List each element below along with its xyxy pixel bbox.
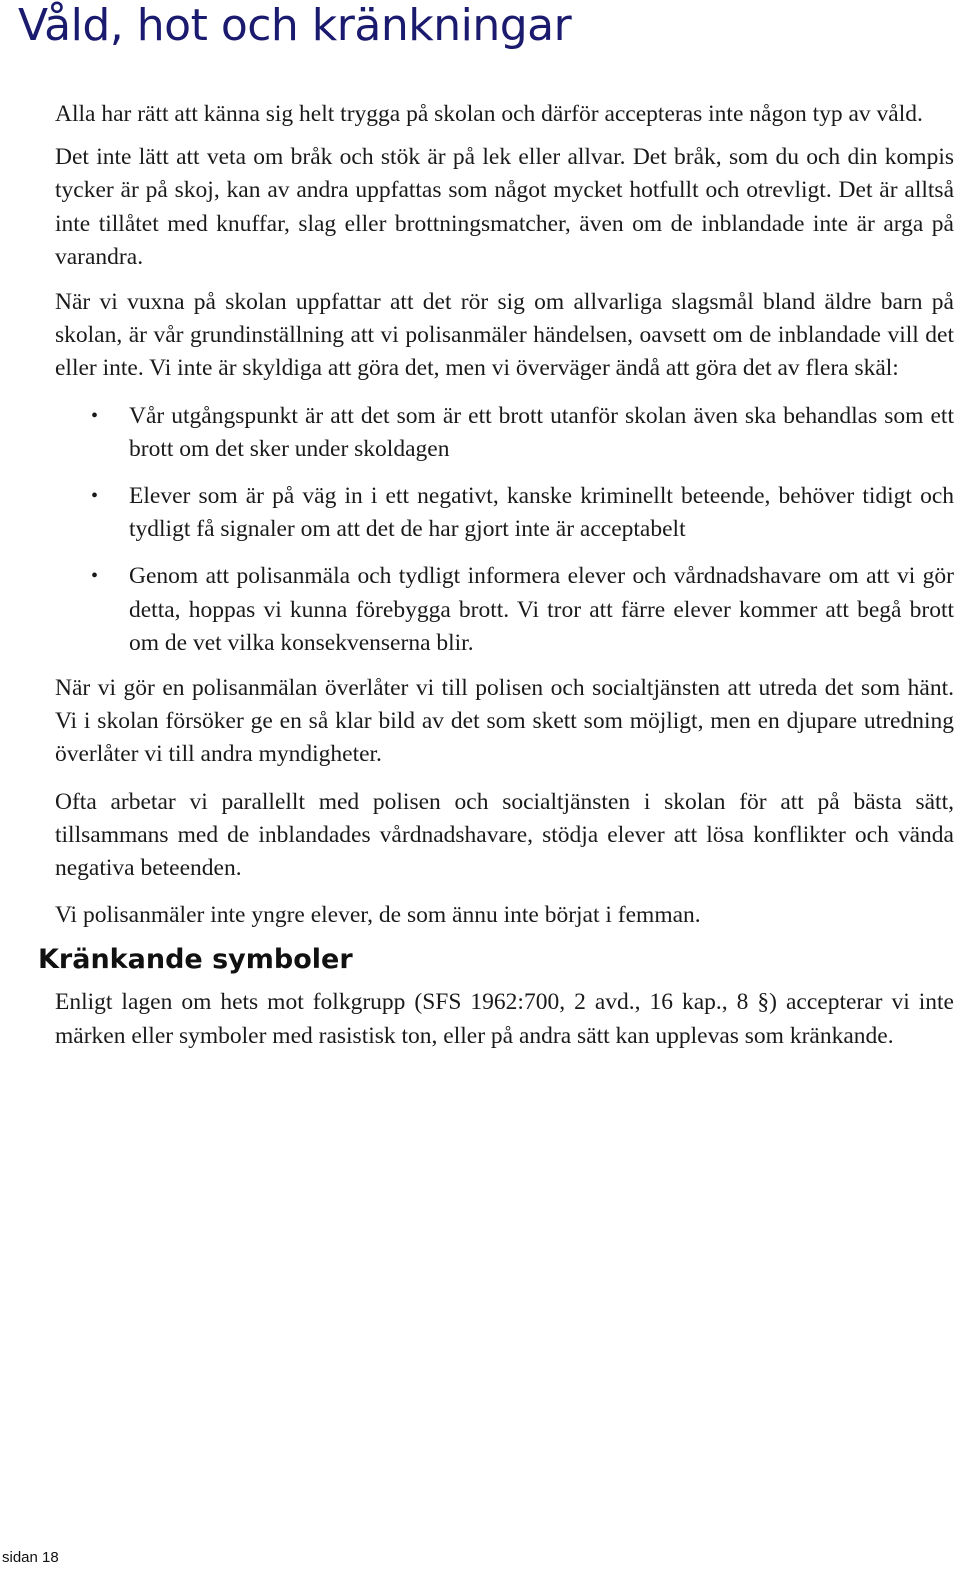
paragraph-offensive-symbols: Enligt lagen om hets mot folkgrupp (SFS 1962:700, 2 avd., 16 kap., 8 §) accepterar vi inte märken eller symboler med rasistisk ton, eller på andra sätt kan upplevas som kränkande. xyxy=(55,989,954,1049)
bullet-icon: • xyxy=(91,565,99,588)
list-item xyxy=(55,400,954,466)
list-item xyxy=(55,560,954,660)
list-item-text: Elever som är på väg in i ett negativt, kanske kriminellt beteende, behöver tidigt och tydligt få signaler om att det de har gjort inte är acceptabelt xyxy=(129,483,954,543)
document-body xyxy=(38,98,954,1053)
paragraph-police-report-policy: När vi vuxna på skolan uppfattar att det rör sig om allvarliga slagsmål bland äldre barn på skolan, är vår grundinställning att vi polisanmäler händelsen, oavsett om de inblandade vill det eller inte. Vi inte är skyldiga att göra det, men vi överväger ändå att göra det av flera skäl: xyxy=(55,289,954,382)
list-item-text: Vår utgångspunkt är att det som är ett brott utanför skolan även ska behandlas som ett brott om det sker under skoldagen xyxy=(129,402,954,462)
paragraph-intro: Alla har rätt att känna sig helt trygga på skolan och därför accepteras inte någon typ av våld. xyxy=(55,101,923,127)
page-number: sidan 18 xyxy=(2,1549,59,1566)
list-item-text: Genom att polisanmäla och tydligt informera elever och vårdnadshavare om att vi gör detta, hoppas vi kunna förebygga brott. Vi tror att färre elever kommer att begå brott om de vet vilka konsekvenserna blir. xyxy=(129,563,954,656)
paragraph-investigation: När vi gör en polisanmälan överlåter vi till polisen och socialtjänsten att utreda det som hänt. Vi i skolan försöker ge en så klar bild av det som skett som möjligt, men en djupare utredning överlåter vi till andra myndigheter. xyxy=(55,675,954,768)
page-title: Våld, hot och kränkningar xyxy=(18,0,572,51)
paragraph-play-or-serious: Det inte lätt att veta om bråk och stök är på lek eller allvar. Det bråk, som du och din kompis tycker är på skoj, kan av andra uppfattas som något mycket hotfullt och otrevligt. Det är alltså inte tillåtet med knuffar, slag eller brottningsmatcher, även om de inblandade inte är arga på varandra. xyxy=(55,144,954,270)
paragraph-collaboration: Ofta arbetar vi parallellt med polisen och socialtjänsten i skolan för att på bästa sätt, tillsammans med de inblandades vårdnadshavare, stödja elever att lösa konflikter och vända negativa beteenden. xyxy=(55,788,954,882)
reasons-list xyxy=(55,400,954,660)
bullet-icon: • xyxy=(91,404,99,427)
section-heading: Kränkande symboler xyxy=(38,944,353,976)
paragraph-younger-students: Vi polisanmäler inte yngre elever, de som ännu inte börjat i femman. xyxy=(55,902,701,929)
bullet-icon: • xyxy=(91,485,99,508)
list-item xyxy=(55,480,954,546)
